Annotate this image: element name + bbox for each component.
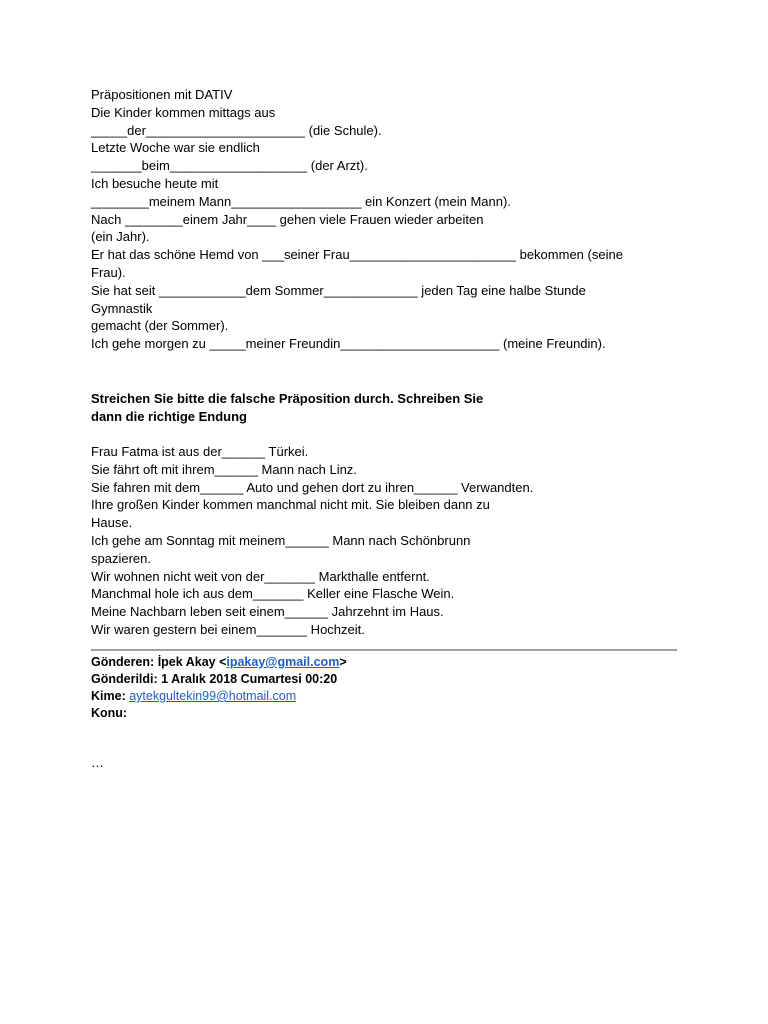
exercise-line: _______beim___________________ (der Arzt).	[91, 158, 368, 174]
exercise-line: Gymnastik	[91, 300, 153, 316]
exercise-line: Sie fahren mit dem______ Auto und gehen dort zu ihren______ Verwandten.	[91, 479, 534, 495]
exercise-line: Ich gehe morgen zu _____meiner Freundin______________________ (meine Freundin).	[91, 336, 606, 352]
exercise-line: Nach ________einem Jahr____ gehen viele Frauen wieder arbeiten	[91, 211, 484, 227]
instruction-line: Streichen Sie bitte die falsche Präposition durch. Schreiben Sie	[91, 391, 484, 406]
exercise-line: Frau Fatma ist aus der______ Türkei.	[91, 444, 309, 459]
email-sent-label: Gönderildi:	[91, 672, 158, 686]
email-subject-label: Konu:	[91, 706, 128, 720]
instruction-heading	[91, 390, 681, 426]
exercise-line: Die Kinder kommen mittags aus	[91, 104, 276, 120]
exercise-line: Frau).	[91, 264, 126, 280]
exercise-line: Er hat das schöne Hemd von ___seiner Frau_______________________ bekommen (seine	[91, 247, 623, 263]
exercise-line: (ein Jahr).	[91, 229, 150, 245]
exercise-line: Sie hat seit ____________dem Sommer_____________ jeden Tag eine halbe Stunde	[91, 282, 586, 298]
exercise-line: Wir wohnen nicht weit von der_______ Markthalle entfernt.	[91, 568, 430, 584]
email-divider	[91, 649, 677, 651]
email-from-row	[91, 654, 681, 671]
email-sent-value: 1 Aralık 2018 Cumartesi 00:20	[161, 672, 338, 686]
exercise-line: gemacht (der Sommer).	[91, 318, 229, 334]
exercise-line: Meine Nachbarn leben seit einem______ Jahrzehnt im Haus.	[91, 604, 444, 620]
exercise-line: Letzte Woche war sie endlich	[91, 140, 260, 156]
email-from-close: >	[339, 655, 347, 669]
exercise-line: Ich besuche heute mit	[91, 175, 219, 191]
email-to-label: Kime:	[91, 689, 126, 703]
email-sent-row	[91, 671, 681, 688]
instruction-line: dann die richtige Endung	[91, 408, 247, 424]
exercise-line: Sie fährt oft mit ihrem______ Mann nach Linz.	[91, 461, 357, 477]
exercise-title: Präpositionen mit DATIV	[91, 87, 233, 102]
exercise-line: Wir waren gestern bei einem_______ Hochzeit.	[91, 621, 365, 637]
exercise-line: Ihre großen Kinder kommen manchmal nicht mit. Sie bleiben dann zu	[91, 497, 490, 513]
dativ-exercise	[91, 86, 681, 353]
email-from-link[interactable]: ipakay@gmail.com	[226, 655, 340, 669]
exercise-line: Manchmal hole ich aus dem_______ Keller eine Flasche Wein.	[91, 586, 455, 602]
email-from-name: İpek Akay <	[157, 655, 227, 669]
preposition-exercise	[91, 443, 681, 639]
email-to-link[interactable]: aytekgultekin99@hotmail.com	[129, 689, 297, 703]
email-header	[91, 654, 681, 722]
exercise-line: spazieren.	[91, 550, 151, 566]
exercise-line: ________meinem Mann__________________ ein Konzert (mein Mann).	[91, 193, 511, 209]
exercise-line: Hause.	[91, 515, 133, 531]
trailing-ellipsis: …	[91, 755, 104, 770]
email-to-row	[91, 688, 681, 705]
exercise-line: _____der______________________ (die Schule).	[91, 122, 382, 138]
email-subject-row	[91, 705, 681, 722]
email-from-label: Gönderen:	[91, 655, 155, 669]
exercise-line: Ich gehe am Sonntag mit meinem______ Mann nach Schönbrunn	[91, 532, 471, 548]
